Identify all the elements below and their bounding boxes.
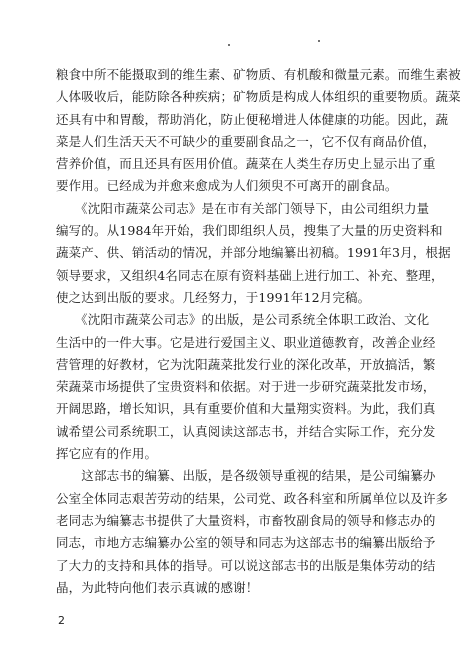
scan-speck [228, 44, 230, 46]
body-text [56, 64, 461, 599]
text-line: 挥它应有的作用。 [56, 446, 158, 462]
text-line: 《沈阳市蔬菜公司志》的出版，是公司系统全体职工政治、文化 [56, 312, 430, 328]
text-line: 这部志书的编纂、出版，是各级领导重视的结果，是公司编纂办 [56, 468, 436, 484]
scan-speck [318, 40, 320, 42]
text-line: 生活中的一件大事。它是进行爱国主义、职业道德教育，改善企业经 [56, 334, 436, 350]
text-line: 人体吸收后，能防除各种疾病；矿物质是构成人体组织的重要物质。蔬菜 [56, 89, 461, 105]
text-line: 还具有中和胃酸，帮助消化，防止便秘增进人体健康的功能。因此，蔬 [56, 111, 449, 127]
text-line: 开阔思路，增长知识，具有重要价值和大量翔实资料。为此，我们真 [56, 401, 436, 417]
text-line: 营管理的好教材，它为沈阳蔬菜批发行业的深化改革，开放搞活，繁 [56, 356, 436, 372]
text-line: 晶，为此特向他们表示真诚的感谢！ [56, 579, 259, 595]
text-line: 蔬菜产、供、销活动的情况，并部分地编纂出初稿。1991年3月，根据 [56, 245, 451, 261]
text-line: 诚希望公司系统职工，认真阅读这部志书，并结合实际工作，充分发 [56, 423, 436, 439]
text-line: 编写的。从1984年开始，我们即组织人员，搜集了大量的历史资料和 [56, 223, 443, 239]
page-number: 2 [58, 614, 65, 627]
text-line: 老同志为编纂志书提供了大量资料，市畜牧副食局的领导和修志办的 [56, 512, 436, 528]
text-line: 领导要求，又组织4名同志在原有资料基础上进行加工、补充、整理， [56, 267, 444, 283]
text-line: 营养价值，而且还具有医用价值。蔬菜在人类生存历史上显示出了重 [56, 156, 436, 172]
text-line: 使之达到出版的要求。几经努力，于1991年12月完稿。 [56, 289, 371, 305]
text-line: 《沈阳市蔬菜公司志》是在市有关部门领导下，由公司组织力量 [56, 200, 430, 216]
text-line: 公室全体同志艰苦劳动的结果，公司党、政各科室和所属单位以及许多 [56, 490, 449, 506]
text-line: 要作用。已经成为并愈来愈成为人们须臾不可离开的副食品。 [56, 178, 398, 194]
text-line: 荣蔬菜市场提供了宝贵资料和依据。对于进一步研究蔬菜批发市场， [56, 379, 436, 395]
text-line: 同志，市地方志编纂办公室的领导和同志为这部志书的编纂出版给予 [56, 535, 436, 551]
text-line: 粮食中所不能摄取到的维生素、矿物质、有机酸和微量元素。而维生素被 [56, 67, 461, 82]
text-line: 了大力的支持和具体的指导。可以说这部志书的出版是集体劳动的结 [56, 557, 436, 573]
text-line: 菜是人们生活天天不可缺少的重要副食品之一，它不仅有商品价值， [56, 133, 436, 149]
